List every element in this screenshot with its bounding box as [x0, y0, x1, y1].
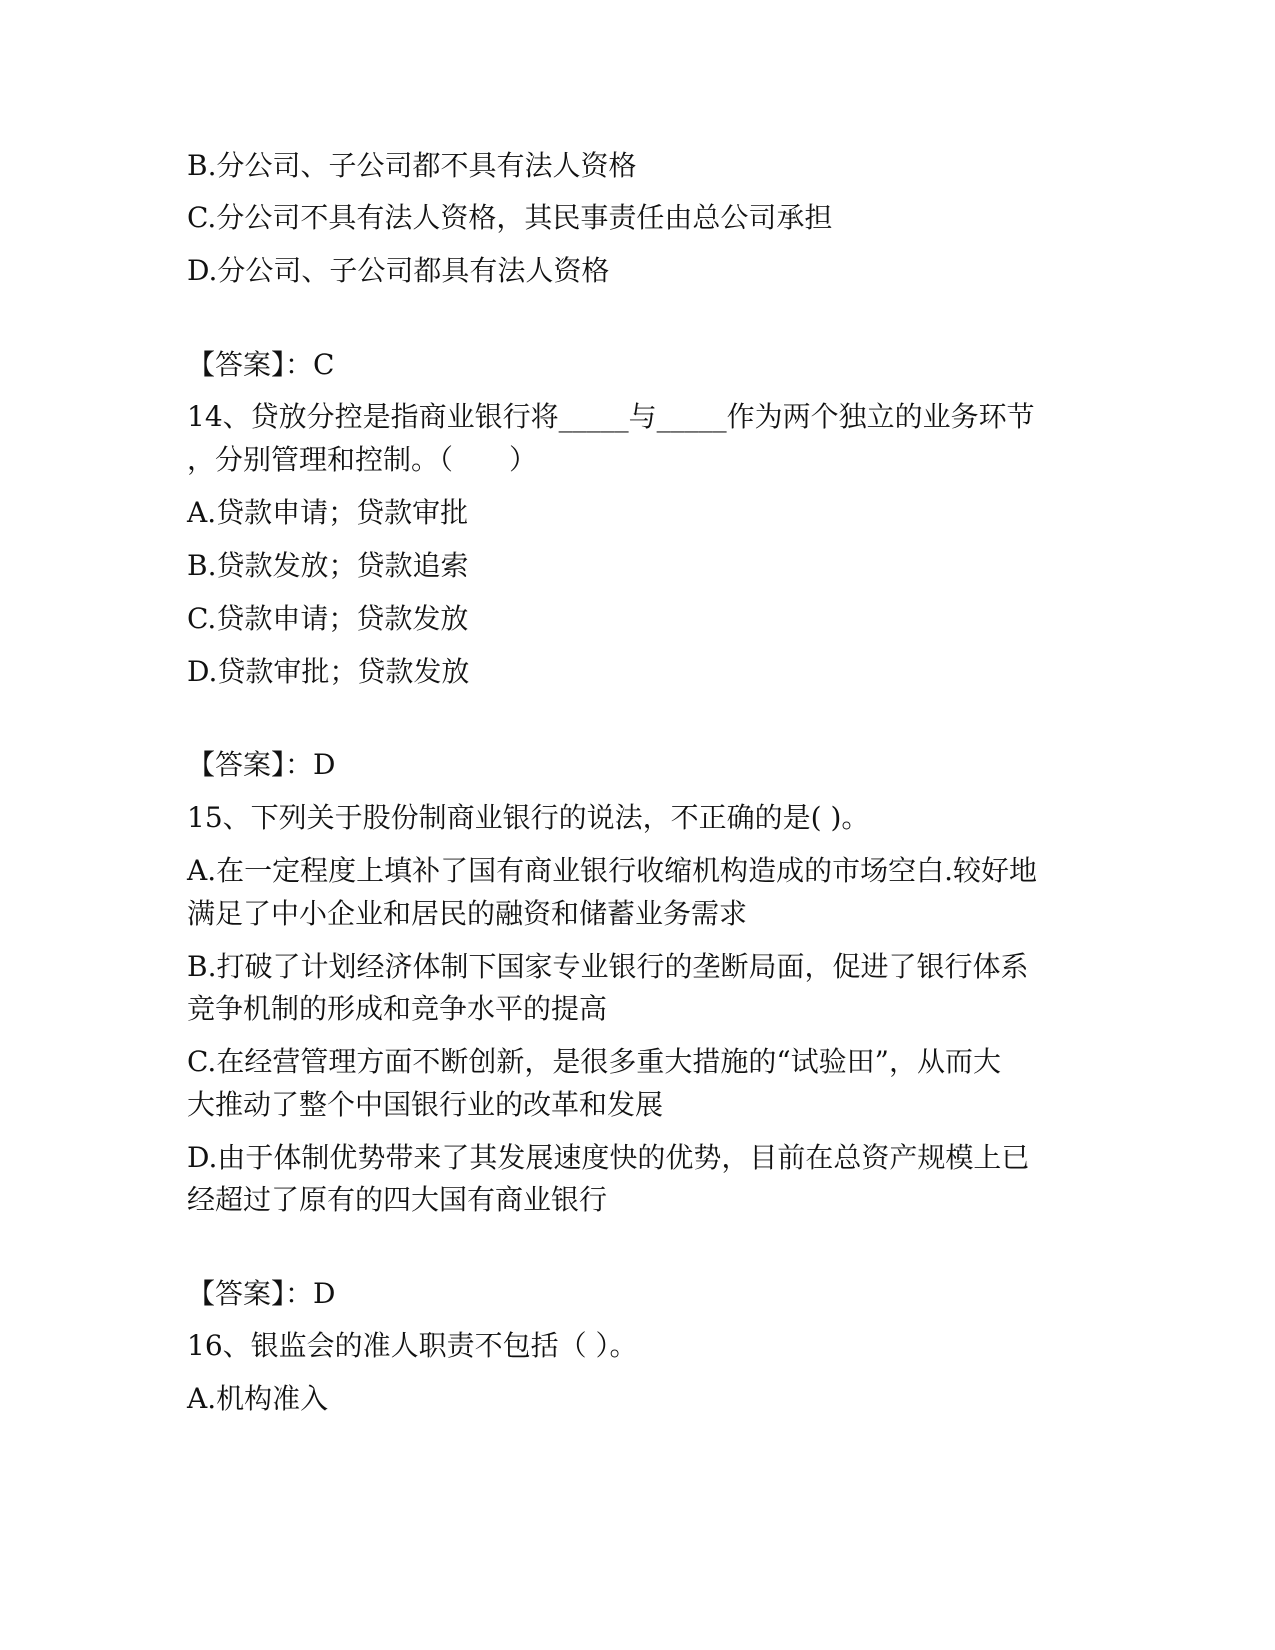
- q13-option-d: D.分公司、子公司都具有法人资格: [187, 254, 610, 287]
- q15-option-c-line2: 大推动了整个中国银行业的改革和发展: [187, 1088, 664, 1121]
- q15-option-d-line2: 经超过了原有的四大国有商业银行: [187, 1183, 608, 1216]
- q16-stem: 16、银监会的准人职责不包括（ ）。: [187, 1329, 638, 1362]
- q14-option-a: A.贷款申请；贷款审批: [187, 496, 469, 529]
- q13-option-c: C.分公司不具有法人资格，其民事责任由总公司承担: [187, 201, 833, 234]
- q14-option-b: B.贷款发放；贷款追索: [187, 549, 469, 582]
- q14-option-c: C.贷款申请；贷款发放: [187, 602, 469, 635]
- q13-option-b: B.分公司、子公司都不具有法人资格: [187, 149, 637, 182]
- q15-option-d-line1: D.由于体制优势带来了其发展速度快的优势，目前在总资产规模上已: [187, 1141, 1030, 1174]
- q15-option-a-line2: 满足了中小企业和居民的融资和储蓄业务需求: [187, 897, 748, 930]
- q16-option-a: A.机构准入: [187, 1382, 329, 1415]
- q15-option-c-line1: C.在经营管理方面不断创新，是很多重大措施的“试验田”，从而大: [187, 1045, 1001, 1078]
- q14-stem-line1: 14、贷放分控是指商业银行将_____与_____作为两个独立的业务环节: [187, 400, 1035, 433]
- q13-answer: 【答案】：C: [187, 348, 335, 381]
- q15-answer: 【答案】：D: [187, 1277, 336, 1310]
- q14-stem-line2: ，分别管理和控制。（ ）: [187, 443, 538, 476]
- q15-option-a-line1: A.在一定程度上填补了国有商业银行收缩机构造成的市场空白.较好地: [187, 854, 1038, 887]
- q14-option-d: D.贷款审批；贷款发放: [187, 655, 470, 688]
- q14-answer: 【答案】：D: [187, 748, 336, 781]
- q15-option-b-line1: B.打破了计划经济体制下国家专业银行的垄断局面，促进了银行体系: [187, 950, 1029, 983]
- q15-stem: 15、下列关于股份制商业银行的说法，不正确的是( )。: [187, 801, 870, 834]
- q15-option-b-line2: 竞争机制的形成和竞争水平的提高: [187, 992, 608, 1025]
